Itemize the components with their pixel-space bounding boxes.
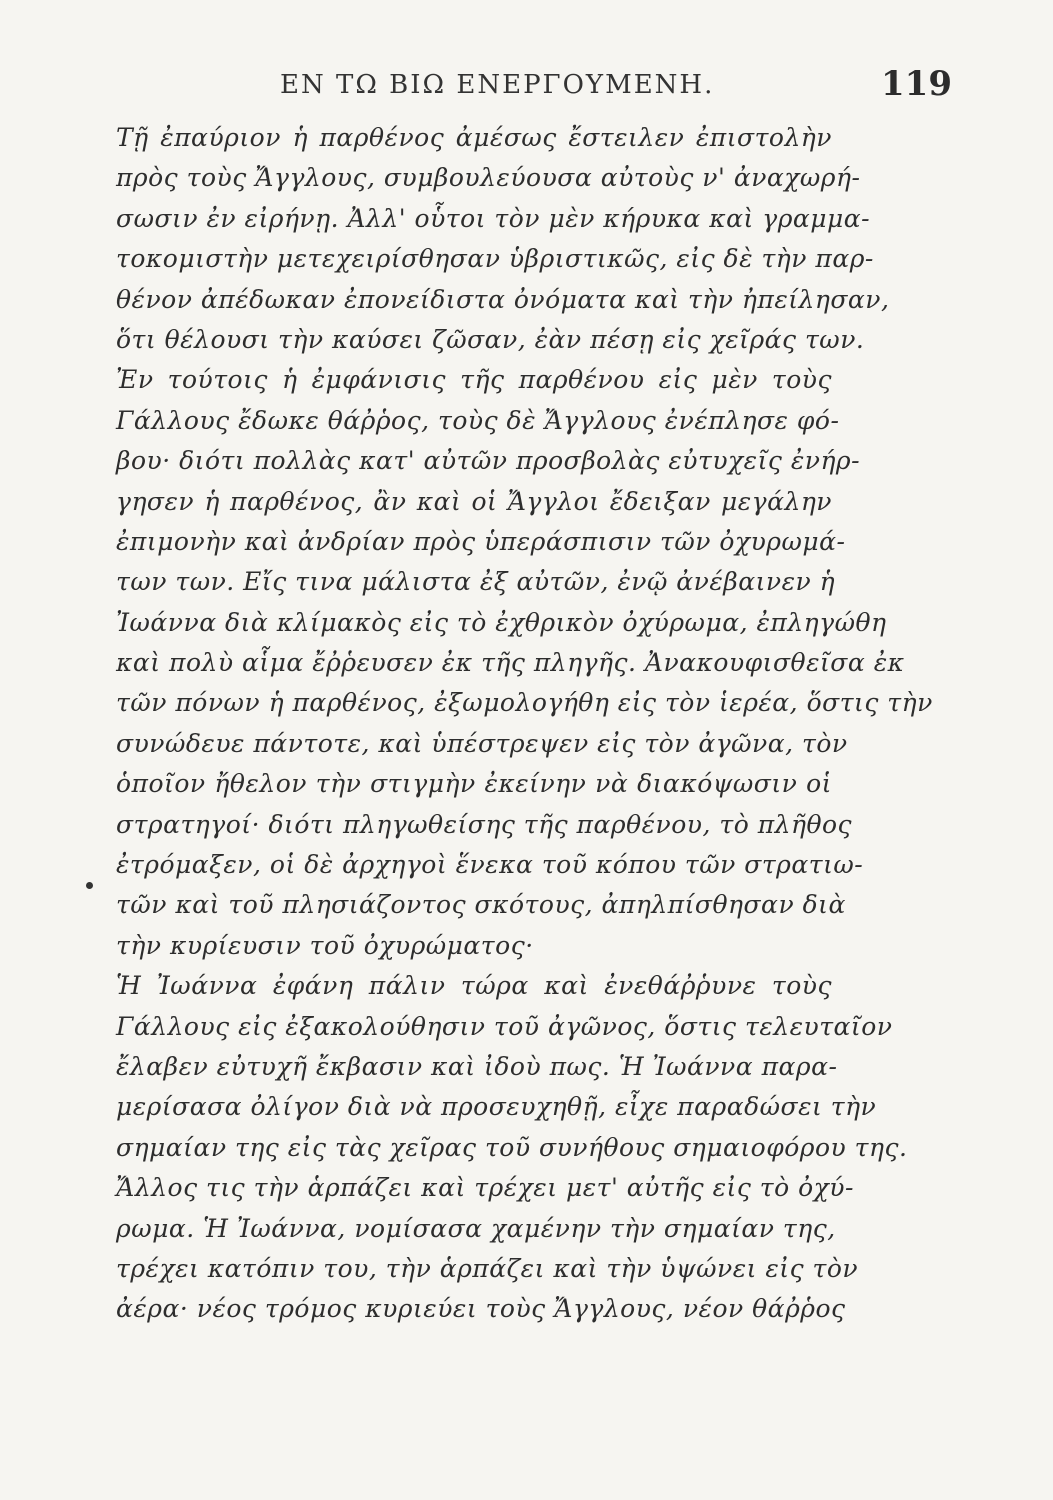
text-line: στρατηγοί· διότι πληγωθείσης τῆς παρθένου, τὸ πλῆθος xyxy=(116,809,853,839)
text-line: τῶν καὶ τοῦ πλησιάζοντος σκότους, ἀπηλπίσθησαν διὰ xyxy=(116,890,846,920)
text-line: ἔλαβεν εὐτυχῆ ἔκβασιν καὶ ἰδοὺ πως. Ἡ Ἰωάννα παρα- xyxy=(116,1051,838,1081)
text-line: Τῇ ἐπαύριον ἡ παρθένος ἀμέσως ἔστειλεν ἐπιστολὴν xyxy=(116,123,832,152)
text-line: ὁποῖον ἤθελον τὴν στιγμὴν ἐκείνην νὰ διακόψωσιν οἱ xyxy=(116,769,832,799)
page-header xyxy=(120,64,952,104)
text-line: συνώδευε πάντοτε, καὶ ὑπέστρεψεν εἰς τὸν ἀγῶνα, τὸν xyxy=(116,728,848,758)
text-line: πρὸς τοὺς Ἄγγλους, συμβουλεύουσα αὐτοὺς ν' ἀναχωρή- xyxy=(116,163,861,193)
text-line: ἀέρα· νέος τρόμος κυριεύει τοὺς Ἄγγλους, νέον θάῤῥος xyxy=(116,1294,846,1324)
margin-ink-dot xyxy=(86,882,93,889)
text-line: ἐπιμονὴν καὶ ἀνδρίαν πρὸς ὑπεράσπισιν τῶν ὀχυρωμά- xyxy=(116,526,846,556)
text-line: Γάλλους ἔδωκε θάῤῥος, τοὺς δὲ Ἄγγλους ἐνέπλησε φό- xyxy=(116,405,840,435)
running-title: ΕΝ ΤΩ ΒΙΩ ΕΝΕΡΓΟΥΜΕΝΗ. xyxy=(280,70,715,100)
text-line: Ἰωάννα διὰ κλίμακὸς εἰς τὸ ἐχθρικὸν ὀχύρωμα, ἐπληγώθη xyxy=(116,607,887,637)
text-line: καὶ πολὺ αἷμα ἔῤῥευσεν ἐκ τῆς πληγῆς. Ἀνακουφισθεῖσα ἐκ xyxy=(116,648,905,678)
text-line: τοκομιστὴν μετεχειρίσθησαν ὑβριστικῶς, εἰς δὲ τὴν παρ- xyxy=(116,244,874,274)
text-line: σωσιν ἐν εἰρήνῃ. Ἀλλ' οὗτοι τὸν μὲν κήρυκα καὶ γραμμα- xyxy=(116,203,871,233)
text-line: γησεν ἡ παρθένος, ἂν καὶ οἱ Ἄγγλοι ἔδειξαν μεγάλην xyxy=(116,486,832,516)
page-number: 119 xyxy=(881,64,952,104)
text-line: ρωμα. Ἡ Ἰωάννα, νομίσασα χαμένην τὴν σημαίαν της, xyxy=(116,1213,836,1243)
text-line: Ἐν τούτοις ἡ ἐμφάνισις τῆς παρθένου εἰς μὲν τοὺς xyxy=(116,365,832,395)
text-line: Ἡ Ἰωάννα ἐφάνη πάλιν τώρα καὶ ἐνεθάῤῥυνε τοὺς xyxy=(116,971,832,1001)
text-line: τῶν πόνων ἡ παρθένος, ἐξωμολογήθη εἰς τὸν ἱερέα, ὅστις τὴν xyxy=(116,688,933,718)
text-line: τὴν κυρίευσιν τοῦ ὀχυρώματος· xyxy=(116,930,534,960)
text-line: βου· διότι πολλὰς κατ' αὐτῶν προσβολὰς εὐτυχεῖς ἐνήρ- xyxy=(116,446,861,476)
text-line: θένον ἀπέδωκαν ἐπονείδιστα ὀνόματα καὶ τὴν ἠπείλησαν, xyxy=(116,284,890,314)
text-line: ἐτρόμαξεν, οἱ δὲ ἀρχηγοὶ ἕνεκα τοῦ κόπου τῶν στρατιω- xyxy=(116,850,864,880)
text-line: τρέχει κατόπιν του, τὴν ἁρπάζει καὶ τὴν ὑψώνει εἰς τὸν xyxy=(116,1253,859,1283)
text-line: μερίσασα ὀλίγον διὰ νὰ προσευχηθῇ, εἶχε παραδώσει τὴν xyxy=(116,1092,877,1122)
body-text xyxy=(116,118,933,1330)
text-line: σημαίαν της εἰς τὰς χεῖρας τοῦ συνήθους σημαιοφόρου της. xyxy=(116,1132,908,1162)
text-line: των των. Εἴς τινα μάλιστα ἐξ αὐτῶν, ἐνῷ ἀνέβαινεν ἡ xyxy=(116,567,836,597)
text-line: ὅτι θέλουσι τὴν καύσει ζῶσαν, ἐὰν πέσῃ εἰς χεῖράς των. xyxy=(116,324,865,354)
text-line: Ἄλλος τις τὴν ἁρπάζει καὶ τρέχει μετ' αὐτῆς εἰς τὸ ὀχύ- xyxy=(116,1173,854,1203)
text-line: Γάλλους εἰς ἐξακολούθησιν τοῦ ἀγῶνος, ὅστις τελευταῖον xyxy=(116,1011,893,1041)
